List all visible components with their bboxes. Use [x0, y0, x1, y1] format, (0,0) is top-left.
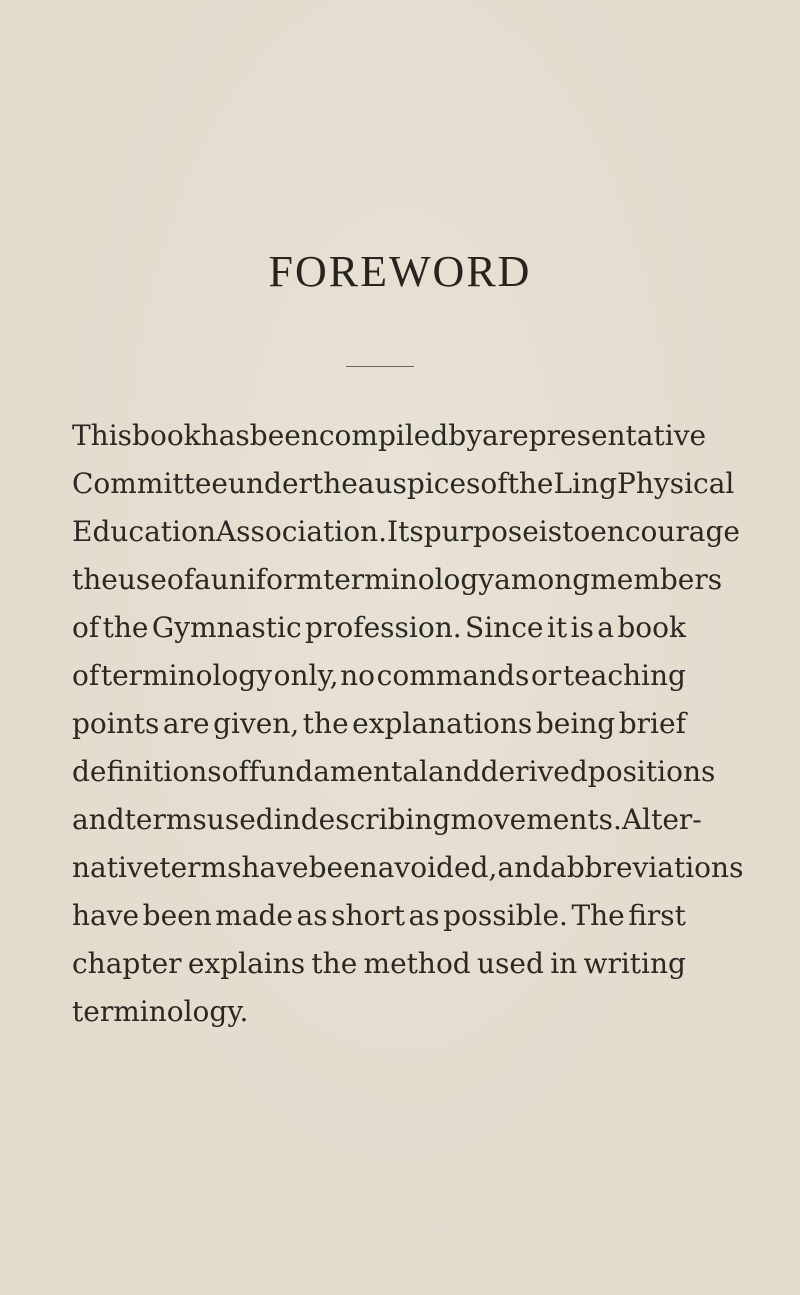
- word: book: [617, 611, 686, 644]
- word: abbreviations: [550, 851, 744, 884]
- word: is: [570, 611, 594, 644]
- word: Committee: [72, 467, 228, 500]
- word: Gymnastic: [151, 611, 302, 644]
- word: brief: [618, 707, 686, 740]
- word: method: [363, 947, 471, 980]
- word: have: [241, 851, 309, 884]
- word: Alter-: [621, 803, 702, 836]
- word: describing: [300, 803, 451, 836]
- word: given,: [213, 707, 300, 740]
- word: the: [311, 947, 358, 980]
- word: possible.: [443, 899, 568, 932]
- word: auspices: [357, 467, 481, 500]
- word: of: [72, 611, 100, 644]
- word: Its: [387, 515, 424, 548]
- word: Physical: [617, 467, 735, 500]
- paragraph-line: [72, 700, 686, 748]
- word: among: [494, 563, 591, 596]
- paragraph-line: [72, 556, 723, 604]
- word: chapter: [72, 947, 182, 980]
- paragraph-line: [72, 604, 686, 652]
- word: Ling: [553, 467, 618, 500]
- word: in: [550, 947, 578, 980]
- word: and: [72, 803, 125, 836]
- word: been: [142, 899, 212, 932]
- word: or: [530, 659, 562, 692]
- word: native: [72, 851, 160, 884]
- word: teaching: [562, 659, 686, 692]
- word: explanations: [352, 707, 533, 740]
- word: fundamental: [248, 755, 428, 788]
- word: are: [162, 707, 210, 740]
- word: of: [166, 563, 195, 596]
- word: by: [448, 419, 483, 452]
- word: as: [296, 899, 328, 932]
- word: book: [132, 419, 201, 452]
- word: members: [590, 563, 723, 596]
- word: it: [546, 611, 568, 644]
- word: terminology: [322, 563, 495, 596]
- word: only,: [273, 659, 339, 692]
- word: the: [72, 563, 118, 596]
- word: The: [571, 899, 625, 932]
- word: movements.: [450, 803, 622, 836]
- paragraph-line: [72, 652, 686, 700]
- word: terms: [159, 851, 242, 884]
- word: to: [562, 515, 591, 548]
- word: been: [249, 419, 319, 452]
- word: definitions: [72, 755, 222, 788]
- word: used: [206, 803, 274, 836]
- word: purpose: [423, 515, 539, 548]
- word: been: [308, 851, 378, 884]
- word: and: [427, 755, 481, 788]
- word: first: [628, 899, 686, 932]
- word: of: [221, 755, 249, 788]
- word: derived: [480, 755, 588, 788]
- word: profession.: [305, 611, 462, 644]
- word: made: [215, 899, 294, 932]
- word: avoided,: [377, 851, 498, 884]
- word: used: [477, 947, 544, 980]
- word: writing: [583, 947, 686, 980]
- paragraph-line: [72, 796, 702, 844]
- paragraph-line: [72, 892, 686, 940]
- title-divider: [346, 366, 414, 367]
- word: a: [194, 563, 211, 596]
- word: Association.: [215, 515, 388, 548]
- foreword-paragraph: [72, 412, 744, 1036]
- word: the: [102, 611, 149, 644]
- word: a: [597, 611, 614, 644]
- word: terminology: [100, 659, 273, 692]
- word: compiled: [318, 419, 449, 452]
- word: uniform: [210, 563, 323, 596]
- word: Since: [465, 611, 544, 644]
- word: of: [72, 659, 100, 692]
- paragraph-line: [72, 940, 686, 988]
- paragraph-line: [72, 460, 735, 508]
- word: positions: [587, 755, 716, 788]
- word: have: [72, 899, 140, 932]
- word: no: [340, 659, 376, 692]
- word: in: [273, 803, 301, 836]
- word: the: [311, 467, 358, 500]
- word: points: [72, 707, 160, 740]
- word: has: [200, 419, 250, 452]
- word: commands: [376, 659, 530, 692]
- word: use: [117, 563, 167, 596]
- word: a: [482, 419, 499, 452]
- word: under: [227, 467, 312, 500]
- paragraph-line: terminology.: [72, 995, 249, 1028]
- word: encourage: [590, 515, 740, 548]
- word: representative: [498, 419, 707, 452]
- word: being: [535, 707, 616, 740]
- word: as: [408, 899, 440, 932]
- paragraph-line: [72, 748, 716, 796]
- page-title: FOREWORD: [268, 247, 532, 296]
- word: the: [507, 467, 554, 500]
- word: of: [480, 467, 508, 500]
- paragraph-line: [72, 844, 744, 892]
- paragraph-line: [72, 508, 740, 556]
- paragraph-line: [72, 412, 707, 460]
- word: This: [72, 419, 133, 452]
- word: Education: [72, 515, 216, 548]
- word: and: [497, 851, 551, 884]
- word: the: [302, 707, 349, 740]
- word: short: [331, 899, 406, 932]
- word: explains: [187, 947, 306, 980]
- word: is: [538, 515, 563, 548]
- word: terms: [124, 803, 207, 836]
